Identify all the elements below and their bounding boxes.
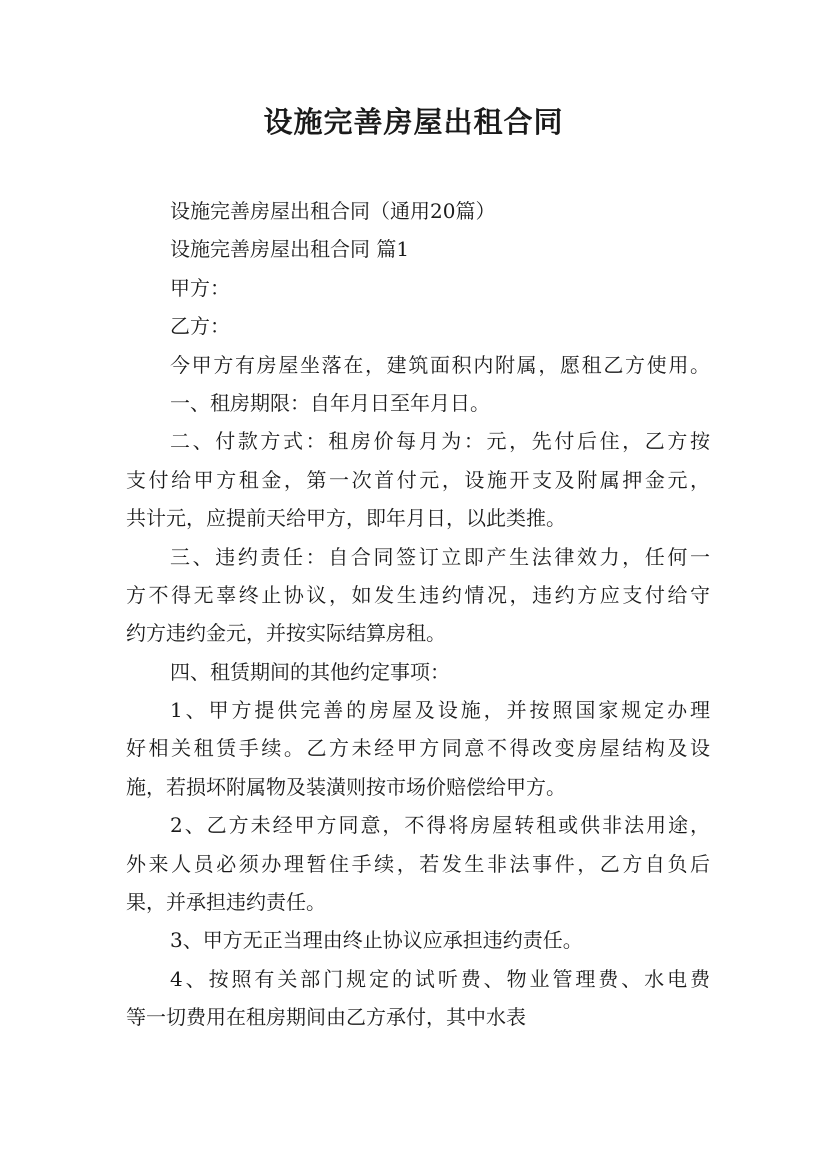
text-line: 设施完善房屋出租合同 篇1 (170, 237, 410, 262)
text-line: 施，若损坏附属物及装潢则按市场价赔偿给甲方。 (126, 774, 566, 799)
text-line: 乙方： (170, 314, 230, 339)
text-line: 支付给甲方租金，第一次首付元，设施开支及附属押金元， (126, 467, 710, 492)
text-line: 方不得无辜终止协议，如发生违约情况，违约方应支付给守 (126, 582, 710, 607)
text-line: 3、甲方无正当理由终止协议应承担违约责任。 (170, 928, 583, 953)
text-line: 果，并承担违约责任。 (126, 890, 326, 915)
text-line: 甲方： (170, 275, 230, 300)
text-line: 共计元，应提前天给甲方，即年月日，以此类推。 (126, 506, 566, 531)
document-title: 设施完善房屋出租合同 (263, 105, 564, 139)
text-line: 二、付款方式：租房价每月为：元，先付后住，乙方按 (170, 429, 710, 454)
text-line: 今甲方有房屋坐落在，建筑面积内附属，愿租乙方使用。 (170, 352, 710, 377)
text-line: 1、甲方提供完善的房屋及设施，并按照国家规定办理 (170, 698, 710, 723)
text-line: 一、租房期限：自年月日至年月日。 (170, 390, 490, 415)
text-line: 等一切费用在租房期间由乙方承付，其中水表 (126, 1005, 526, 1030)
text-line: 2、乙方未经甲方同意，不得将房屋转租或供非法用途， (170, 813, 710, 838)
text-line: 设施完善房屋出租合同（通用20篇） (170, 199, 496, 223)
text-line: 约方违约金元，并按实际结算房租。 (126, 621, 446, 646)
text-line: 四、租赁期间的其他约定事项： (170, 659, 450, 684)
text-line: 好相关租赁手续。乙方未经甲方同意不得改变房屋结构及设 (126, 736, 710, 761)
text-line: 三、违约责任：自合同签订立即产生法律效力，任何一 (170, 544, 710, 569)
text-line: 外来人员必须办理暂住手续，若发生非法事件，乙方自负后 (126, 851, 710, 876)
document-body (126, 192, 710, 1037)
text-line: 4、按照有关部门规定的试听费、物业管理费、水电费 (170, 966, 710, 991)
